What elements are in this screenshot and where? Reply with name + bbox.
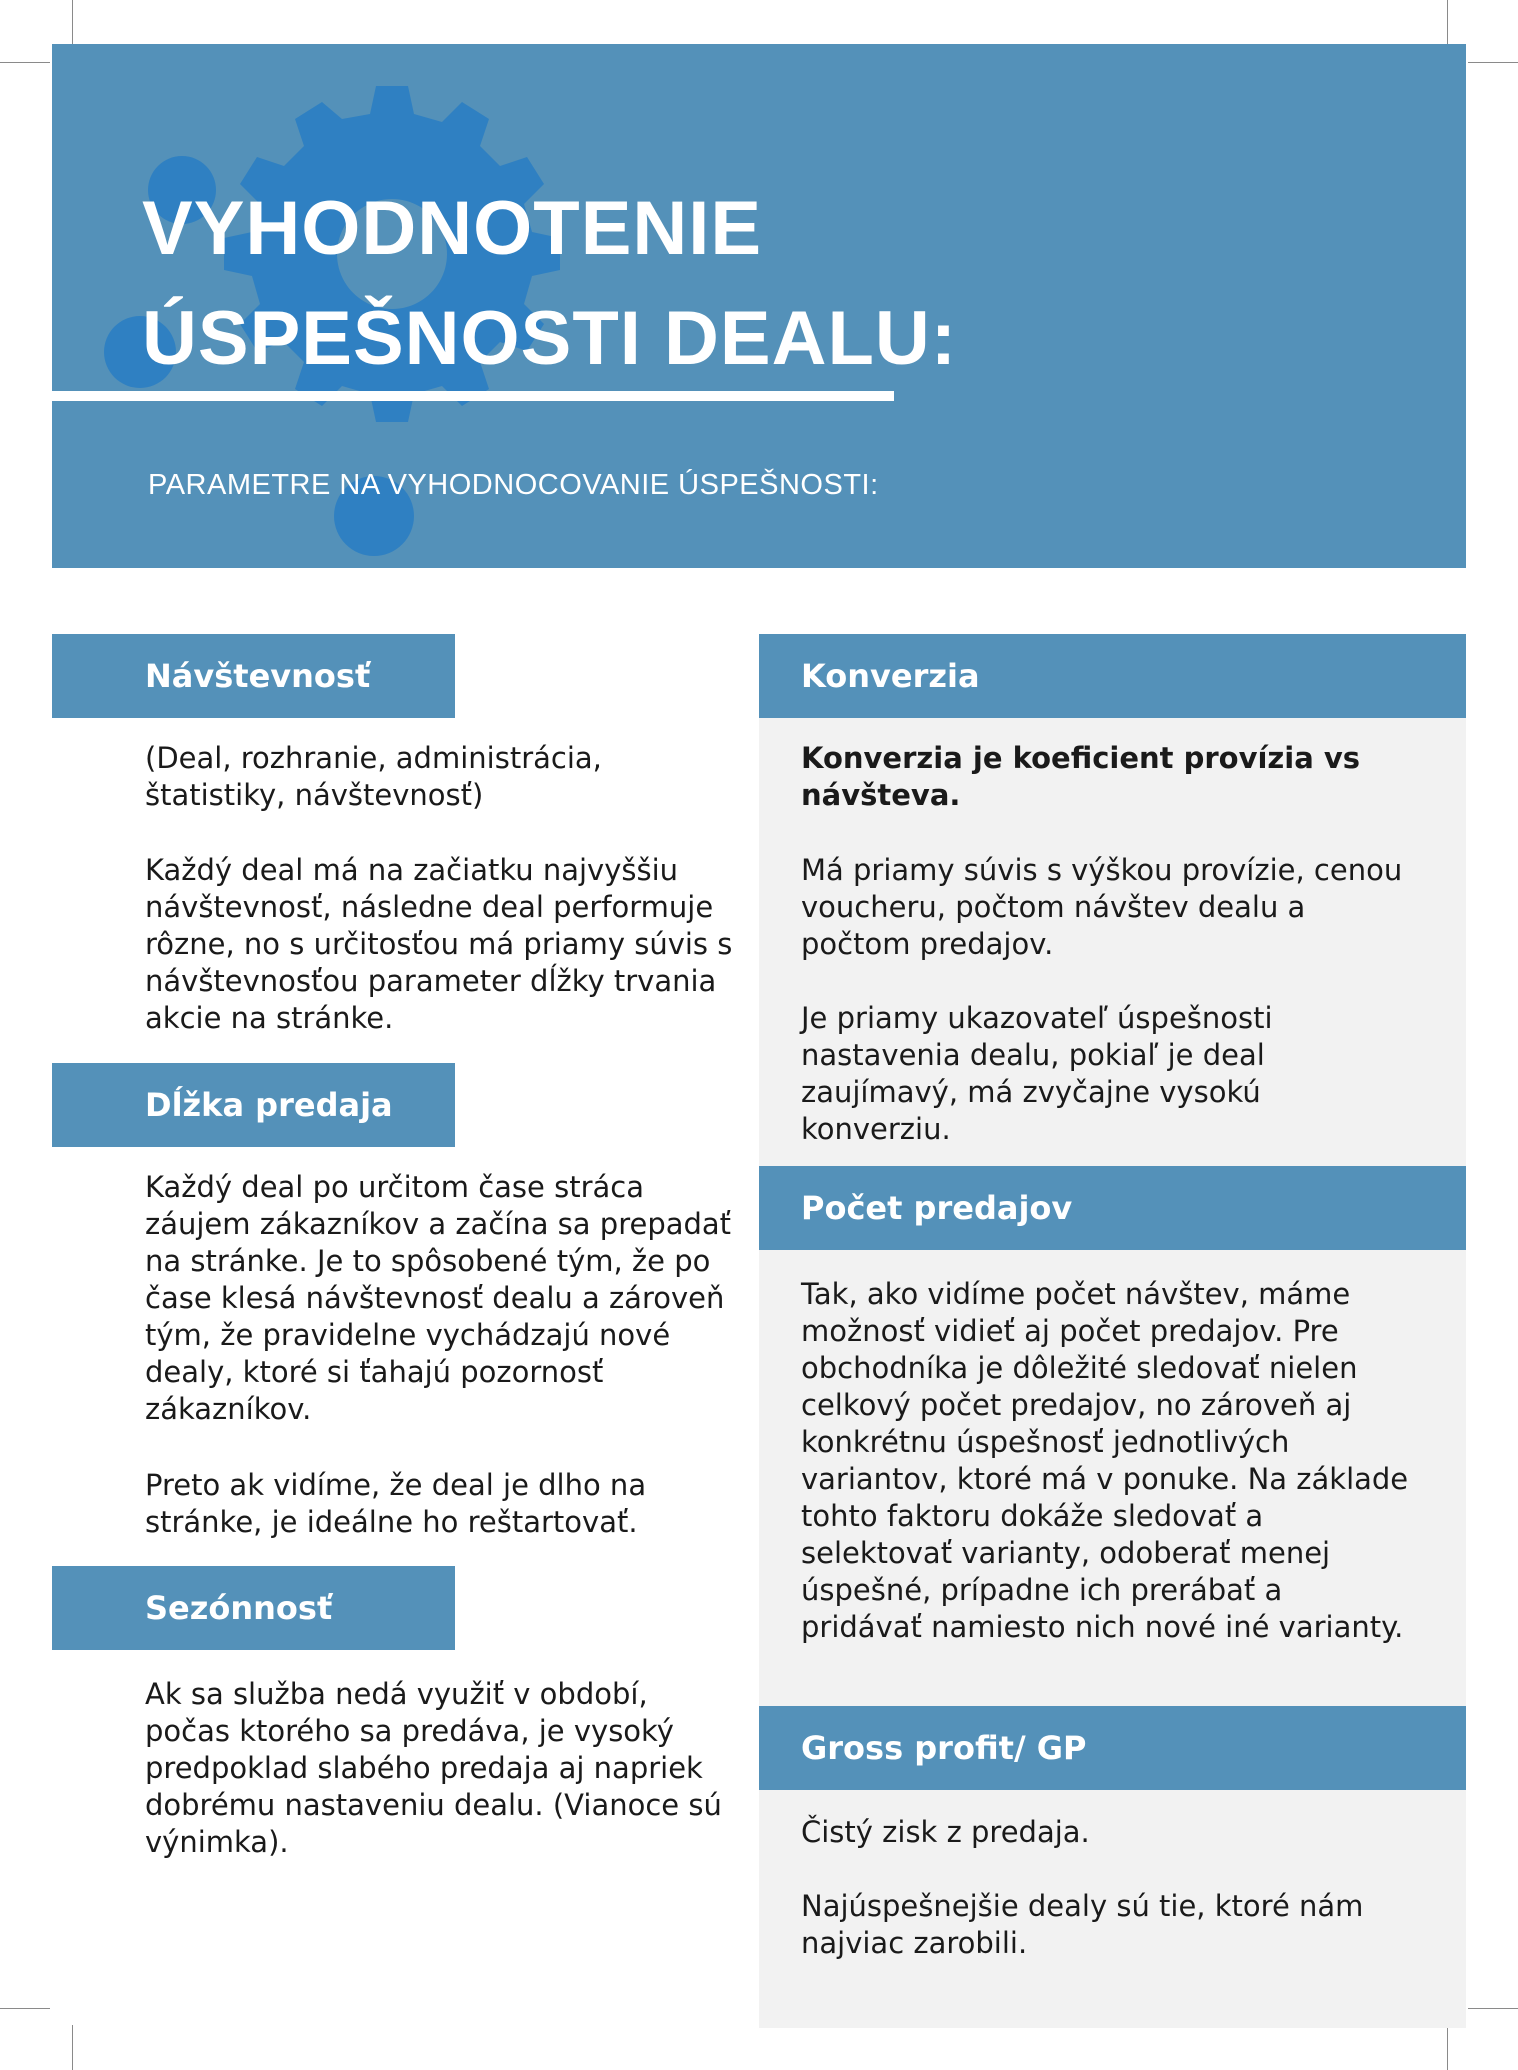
title-divider — [52, 391, 894, 401]
section-heading-dlzka-predaja: Dĺžka predaja — [52, 1063, 455, 1147]
navstevnost-text-1: (Deal, rozhranie, administrácia, štatistiky, návštevnosť) — [145, 741, 602, 812]
dlzka-text-2: Preto ak vidíme, že deal je dlho na stránke, je ideálne ho reštartovať. — [145, 1468, 647, 1539]
crop-mark — [1447, 0, 1448, 45]
crop-mark — [72, 2025, 73, 2070]
crop-mark — [0, 62, 50, 63]
crop-mark — [72, 0, 73, 45]
section-heading-gross-profit: Gross profit/ GP — [759, 1706, 1466, 1790]
pocet-text-1: Tak, ako vidíme počet návštev, máme možnosť vidieť aj počet predajov. Pre obchodníka je dôležité sledovať nielen celkový počet predajov, no zároveň aj konkrétnu úspešnosť jednotlivých variantov, ktoré má v ponuke. Na základe tohto faktoru dokáže sledovať a selektovať varianty, odoberať menej úspešné, prípadne ich prerábať a pridávať namiesto nich nové iné varianty. — [801, 1277, 1409, 1644]
section-heading-konverzia: Konverzia — [759, 634, 1466, 718]
crop-mark — [1468, 62, 1518, 63]
gp-text-2: Najúspešnejšie dealy sú tie, ktoré nám najviac zarobili. — [801, 1889, 1364, 1960]
konverzia-lead: Konverzia je koeficient provízia vs návšteva. — [801, 741, 1361, 812]
section-heading-pocet-predajov: Počet predajov — [759, 1166, 1466, 1250]
title-line-1: VYHODNOTENIE — [142, 186, 763, 271]
sezonnost-text-1: Ak sa služba nedá využiť v období, počas ktorého sa predáva, je vysoký predpoklad slabého predaja aj napriek dobrému nastaveniu dealu. (Vianoce sú výnimka). — [145, 1677, 722, 1859]
crop-mark — [0, 2008, 50, 2009]
section-heading-navstevnost: Návštevnosť — [52, 634, 455, 718]
navstevnost-text-2: Každý deal má na začiatku najvyššiu návštevnosť, následne deal performuje rôzne, no s určitosťou má priamy súvis s návštevnosťou parameter dĺžky trvania akcie na stránke. — [145, 853, 733, 1035]
crop-mark — [1447, 2025, 1448, 2070]
konverzia-text-2: Je priamy ukazovateľ úspešnosti nastavenia dealu, pokiaľ je deal zaujímavý, má zvyčajne vysokú konverziu. — [801, 1001, 1273, 1146]
crop-mark — [1468, 2008, 1518, 2009]
gp-text-1: Čistý zisk z predaja. — [801, 1815, 1090, 1849]
page-title — [142, 174, 957, 394]
title-line-2: ÚSPEŠNOSTI DEALU: — [142, 296, 958, 381]
section-heading-sezonnost: Sezónnosť — [52, 1566, 455, 1650]
header-banner — [52, 44, 1466, 568]
konverzia-text-1: Má priamy súvis s výškou provízie, cenou voucheru, počtom návštev dealu a počtom predajov. — [801, 853, 1403, 961]
page-subtitle: PARAMETRE NA VYHODNOCOVANIE ÚSPEŠNOSTI: — [148, 469, 879, 501]
dlzka-text-1: Každý deal po určitom čase stráca záujem zákazníkov a začína sa prepadať na stránke. Je to spôsobené tým, že po čase klesá návštevnosť dealu a zároveň tým, že pravidelne vychádzajú nové dealy, ktoré si ťahajú pozornosť zákazníkov. — [145, 1170, 732, 1426]
